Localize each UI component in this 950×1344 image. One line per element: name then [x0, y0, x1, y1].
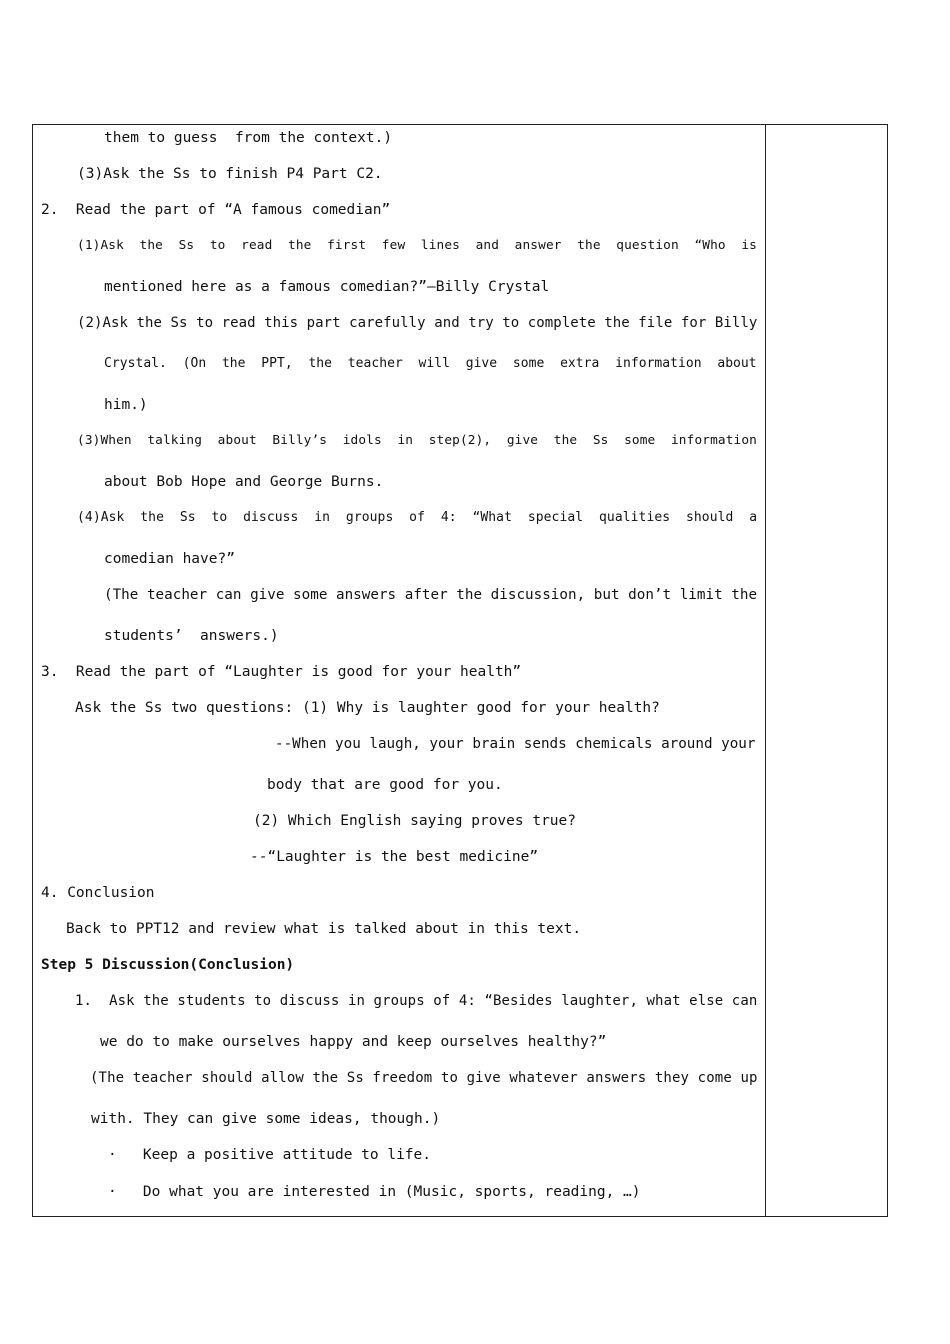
text-line-13: (The teacher can give some answers after the discussion, but don’t limit the	[104, 587, 758, 603]
text-line-9: (3)When talking about Billy’s idols in step(2), give the Ss some information	[77, 433, 757, 448]
text-line-6: (2)Ask the Ss to read this part carefully and try to complete the file for Billy	[77, 315, 758, 331]
text-line-26: (The teacher should allow the Ss freedom to give whatever answers they come up	[90, 1070, 758, 1086]
text-line-22: Back to PPT12 and review what is talked about in this text.	[66, 921, 582, 937]
text-line-20: --“Laughter is the best medicine”	[250, 849, 539, 865]
text-line-1: them to guess from the context.)	[104, 130, 393, 146]
text-line-24: 1. Ask the students to discuss in groups of 4: “Besides laughter, what else can	[75, 993, 758, 1009]
text-line-10: about Bob Hope and George Burns.	[104, 474, 384, 490]
text-line-19: (2) Which English saying proves true?	[253, 813, 577, 829]
text-line-25: we do to make ourselves happy and keep ourselves healthy?”	[100, 1034, 607, 1050]
table-column-divider	[765, 124, 766, 1217]
text-line-12: comedian have?”	[104, 551, 235, 567]
text-line-14: students’ answers.)	[104, 628, 279, 644]
bullet-item-1: · Keep a positive attitude to life.	[108, 1147, 432, 1163]
text-line-16: Ask the Ss two questions: (1) Why is laughter good for your health?	[75, 700, 660, 716]
bullet-item-2: · Do what you are interested in (Music, sports, reading, …)	[108, 1184, 641, 1200]
text-line-15: 3. Read the part of “Laughter is good for your health”	[41, 664, 522, 680]
text-line-8: him.)	[104, 397, 148, 413]
step-5-heading: Step 5 Discussion(Conclusion)	[41, 957, 295, 973]
text-line-11: (4)Ask the Ss to discuss in groups of 4: “What special qualities should a	[77, 510, 758, 525]
text-line-17: --When you laugh, your brain sends chemicals around your	[275, 736, 756, 752]
text-line-7: Crystal. (On the PPT, the teacher will give some extra information about	[104, 356, 757, 371]
text-line-18: body that are good for you.	[267, 777, 503, 793]
text-line-3: 2. Read the part of “A famous comedian”	[41, 202, 391, 218]
text-line-27: with. They can give some ideas, though.)	[91, 1111, 441, 1127]
text-line-21: 4. Conclusion	[41, 885, 155, 901]
text-line-2: (3)Ask the Ss to finish P4 Part C2.	[77, 166, 383, 182]
text-line-4: (1)Ask the Ss to read the first few lines and answer the question “Who is	[77, 238, 757, 253]
text-line-5: mentioned here as a famous comedian?”—Billy Crystal	[104, 279, 550, 295]
